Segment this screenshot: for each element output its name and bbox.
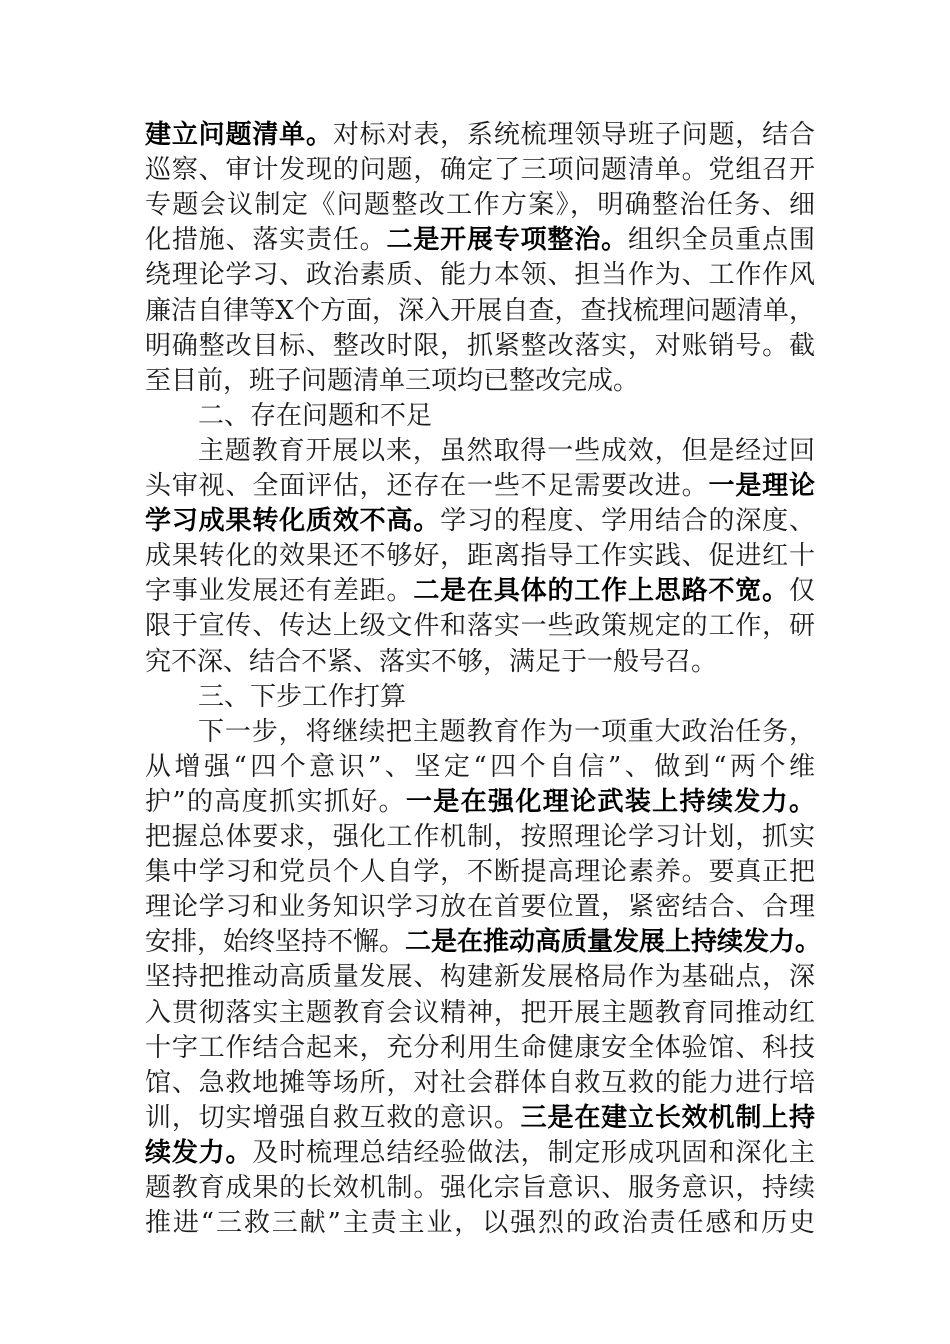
body-text: 坚持把推动高质量发展、构建新发展格局作为基础点，深 [145, 962, 815, 993]
text-line [145, 258, 815, 293]
text-line [145, 750, 815, 785]
body-text: 安排，始终坚持不懈。 [145, 927, 406, 958]
body-text: 化措施、落实责任。 [145, 225, 387, 256]
body-text: 对标对表，系统梳理领导班子问题，结合 [332, 120, 815, 150]
text-line [145, 504, 815, 539]
body-text: 仅 [788, 576, 815, 607]
text-line [145, 609, 815, 644]
body-text: 入贯彻落实主题教育会议精神，把开展主题教育同推动红 [145, 997, 815, 1028]
body-text: 巡察、审计发现的问题，确定了三项问题清单。党组召开 [145, 155, 815, 186]
text-line [145, 925, 822, 960]
text-line [145, 539, 815, 574]
text-line [145, 118, 815, 153]
body-text: 专题会议制定《问题整改工作方案》，明确整治任务、细 [145, 190, 815, 221]
body-text: 绕理论学习、政治素质、能力本领、担当作为、工作作风 [145, 260, 815, 291]
text-line [145, 960, 815, 995]
body-text: 十字工作结合起来，充分利用生命健康安全体验馆、科技 [145, 1032, 815, 1063]
body-text: 馆、急救地摊等场所，对社会群体自救互救的能力进行培 [145, 1067, 815, 1098]
bold-text: 一是理论 [708, 471, 815, 501]
text-line [145, 1066, 815, 1101]
section-heading [198, 399, 815, 434]
bold-text: 二是在推动高质量发展上持续发力。 [405, 927, 822, 958]
body-text: 明确整改目标、整改时限，抓紧整改落实，对账销号。截 [145, 330, 815, 361]
body-text: 题教育成果的长效机制。强化宗旨意识、服务意识，持续 [145, 1173, 815, 1203]
bold-text: 三是在建立长效机制上持 [520, 1102, 815, 1133]
body-text: 把握总体要求，强化工作机制，按照理论学习计划，抓实 [145, 822, 815, 852]
bold-text: 二是开展专项整治。 [386, 225, 628, 256]
bold-text: 续发力。 [145, 1137, 253, 1168]
body-text: 主题教育开展以来，虽然取得一些成效，但是经过回 [198, 435, 815, 466]
body-text: 组织全员重点围 [627, 225, 815, 256]
text-line [145, 574, 815, 609]
body-text: 究不深、结合不紧、落实不够，满足于一般号召。 [145, 646, 718, 677]
text-line [198, 715, 815, 750]
text-line [145, 1136, 815, 1171]
body-text: 下一步，将继续把主题教育作为一项重大政治任务， [198, 716, 815, 747]
text-line [145, 1031, 815, 1066]
text-line [145, 153, 815, 188]
body-text: 训，切实增强自救互救的意识。 [145, 1102, 521, 1133]
text-line [145, 996, 815, 1031]
bold-text: 建立问题清单。 [145, 120, 333, 150]
text-line [198, 434, 815, 469]
body-text: 头审视、全面评估，还存在一些不足需要改进。 [145, 471, 709, 501]
body-text: 学习的程度、学用结合的深度、 [440, 506, 815, 537]
body-text: 理论学习和业务知识学习放在首要位置，紧密结合、合理 [145, 892, 815, 923]
text-line [145, 364, 815, 399]
body-text: 二、存在问题和不足 [198, 400, 433, 431]
section-heading [198, 680, 815, 715]
body-text: 及时梳理总结经验做法，制定形成巩固和深化主 [252, 1137, 815, 1168]
text-line [145, 1171, 815, 1206]
text-line [145, 329, 815, 364]
text-line [145, 645, 815, 680]
text-line [145, 188, 815, 223]
body-text: 从增强“四个意识”、坚定“四个自信”、做到“两个维 [145, 751, 815, 782]
text-line [145, 1101, 815, 1136]
bold-text: 二是在具体的工作上思路不宽。 [413, 576, 789, 607]
text-line [145, 820, 815, 855]
body-text: 护”的高度抓实抓好。 [145, 786, 406, 817]
body-text: 集中学习和党员个人自学，不断提高理论素养。要真正把 [145, 857, 815, 888]
body-text: 推进“三救三献”主责主业，以强烈的政治责任感和历史 [145, 1208, 815, 1239]
body-text: 至目前，班子问题清单三项均已整改完成。 [145, 365, 640, 396]
text-line [145, 469, 815, 504]
body-text: 三、下步工作打算 [198, 681, 407, 712]
text-line [145, 785, 815, 820]
text-line [145, 855, 815, 890]
bold-text: 一是在强化理论武装上持续发力。 [405, 786, 815, 817]
body-text: 限于宣传、传达上级文件和落实一些政策规定的工作，研 [145, 611, 815, 642]
body-text: 字事业发展还有差距。 [145, 576, 414, 607]
text-line [145, 294, 815, 329]
bold-text: 学习成果转化质效不高。 [145, 506, 441, 537]
body-text: 廉洁自律等X个方面，深入开展自查，查找梳理问题清单， [145, 295, 815, 326]
body-text: 成果转化的效果还不够好，距离指导工作实践、促进红十 [145, 541, 815, 572]
text-line [145, 890, 815, 925]
text-line [145, 1206, 815, 1241]
text-line [145, 223, 815, 258]
